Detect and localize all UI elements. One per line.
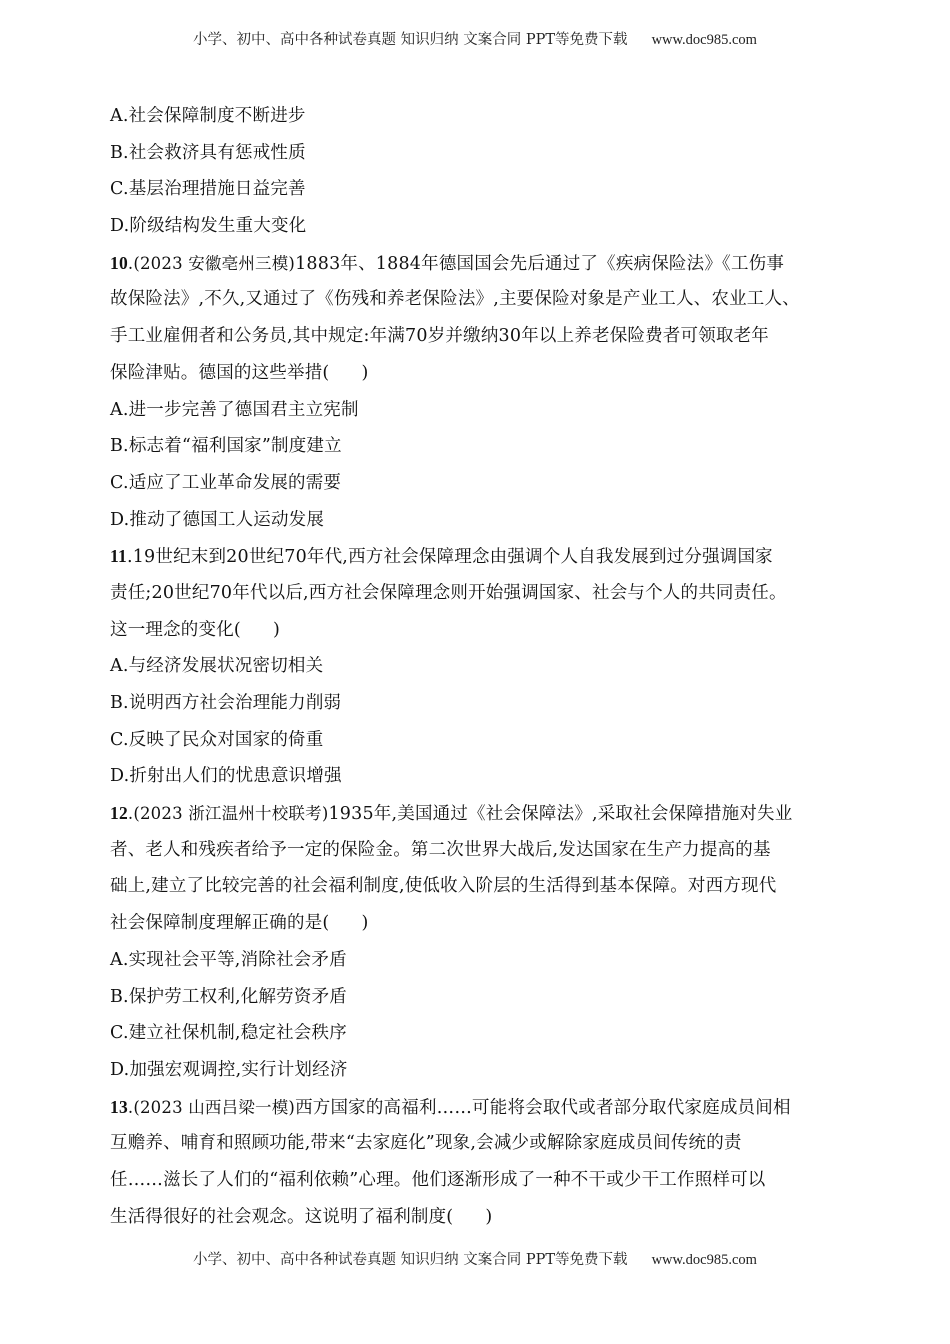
question-text: 西方国家的高福利……可能将会取代或者部分取代家庭成员间相	[295, 1097, 791, 1118]
question-10-line-2: 故保险法》,不久,又通过了《伤残和养老保险法》,主要保险对象是产业工人、农业工人、	[110, 289, 800, 310]
question-text: 社会保障制度理解正确的是(	[110, 913, 330, 934]
header-url: www.doc985.com	[651, 32, 757, 48]
footer-url: www.doc985.com	[651, 1252, 757, 1268]
question-text: 1883年、1884年德国国会先后通过了《疾病保险法》《工伤事	[295, 253, 785, 274]
question-13-line-2: 互赡养、哺育和照顾功能,带来“去家庭化”现象,会减少或解除家庭成员间传统的责	[110, 1133, 742, 1154]
question-13	[110, 1089, 850, 1236]
answer-blank-close: )	[272, 619, 280, 640]
option-10a: A.进一步完善了德国君主立宪制	[110, 399, 359, 420]
option-9b: B.社会救济具有惩戒性质	[110, 142, 306, 163]
question-10-line-1	[110, 245, 850, 282]
question-12-line-2: 者、老人和残疾者给予一定的保险金。第二次世界大战后,发达国家在生产力提高的基	[110, 839, 771, 860]
page-header	[0, 28, 950, 49]
question-number: 10	[110, 252, 128, 273]
question-text: .19世纪末到20世纪70年代,西方社会保障理念由强调个人自我发展到过分强调国家	[126, 547, 773, 568]
question-text: 1935年,美国通过《社会保障法》,采取社会保障措施对失业	[328, 804, 793, 825]
option-12a: A.实现社会平等,消除社会矛盾	[110, 949, 347, 970]
header-text: 小学、初中、高中各种试卷真题 知识归纳 文案合同 PPT等免费下载	[193, 32, 628, 48]
option-9a: A.社会保障制度不断进步	[110, 106, 306, 126]
question-12-line-4	[110, 905, 850, 942]
option-9c: C.基层治理措施日益完善	[110, 179, 306, 200]
option-10b: B.标志着“福利国家”制度建立	[110, 436, 342, 457]
question-12-line-1	[110, 795, 850, 832]
option-10d: D.推动了德国工人运动发展	[110, 509, 325, 530]
footer-text: 小学、初中、高中各种试卷真题 知识归纳 文案合同 PPT等免费下载	[193, 1252, 628, 1268]
option-10c: C.适应了工业革命发展的需要	[110, 472, 342, 493]
question-11	[110, 538, 850, 795]
question-source: .(2023 安徽亳州三模)	[127, 253, 296, 273]
option-11c: C.反映了民众对国家的倚重	[110, 729, 324, 750]
exam-content	[110, 98, 850, 1235]
option-11d: D.折射出人们的忧患意识增强	[110, 766, 342, 787]
question-text: 这一理念的变化(	[110, 619, 241, 640]
option-12c: C.建立社保机制,稳定社会秩序	[110, 1023, 347, 1044]
option-11a: A.与经济发展状况密切相关	[110, 656, 324, 677]
answer-blank-close: )	[361, 913, 369, 934]
question-number: 11	[110, 546, 127, 567]
question-13-line-1	[110, 1089, 850, 1126]
option-12d: D.加强宏观调控,实行计划经济	[110, 1059, 348, 1080]
question-10	[110, 245, 850, 539]
answer-blank-close: )	[485, 1206, 493, 1227]
question-12	[110, 795, 850, 1089]
question-10-line-3: 手工业雇佣者和公务员,其中规定:年满70岁并缴纳30年以上养老保险费者可领取老年	[110, 326, 769, 347]
question-number: 12	[110, 803, 128, 824]
question-10-line-4	[110, 355, 850, 392]
question-text: 生活得很好的社会观念。这说明了福利制度(	[110, 1206, 454, 1227]
question-13-line-4	[110, 1199, 850, 1236]
question-12-line-3: 础上,建立了比较完善的社会福利制度,使低收入阶层的生活得到基本保障。对西方现代	[110, 876, 777, 897]
option-11b: B.说明西方社会治理能力削弱	[110, 693, 342, 713]
question-source: .(2023 山西吕梁一模)	[127, 1097, 296, 1117]
option-12b: B.保护劳工权利,化解劳资矛盾	[110, 986, 347, 1007]
question-text: 保险津贴。德国的这些举措(	[110, 362, 330, 383]
question-source: .(2023 浙江温州十校联考)	[127, 804, 329, 824]
question-13-line-3: 任……滋长了人们的“福利依赖”心理。他们逐渐形成了一种不干或少干工作照样可以	[110, 1169, 766, 1190]
answer-blank-close: )	[361, 362, 369, 383]
question-11-line-1	[110, 538, 850, 575]
question-9-options	[110, 98, 850, 245]
page-footer	[0, 1248, 950, 1269]
question-11-line-2: 责任;20世纪70年代以后,西方社会保障理念则开始强调国家、社会与个人的共同责任。	[110, 582, 787, 603]
question-11-line-3	[110, 612, 850, 649]
option-9d: D.阶级结构发生重大变化	[110, 216, 307, 237]
question-number: 13	[110, 1096, 128, 1117]
